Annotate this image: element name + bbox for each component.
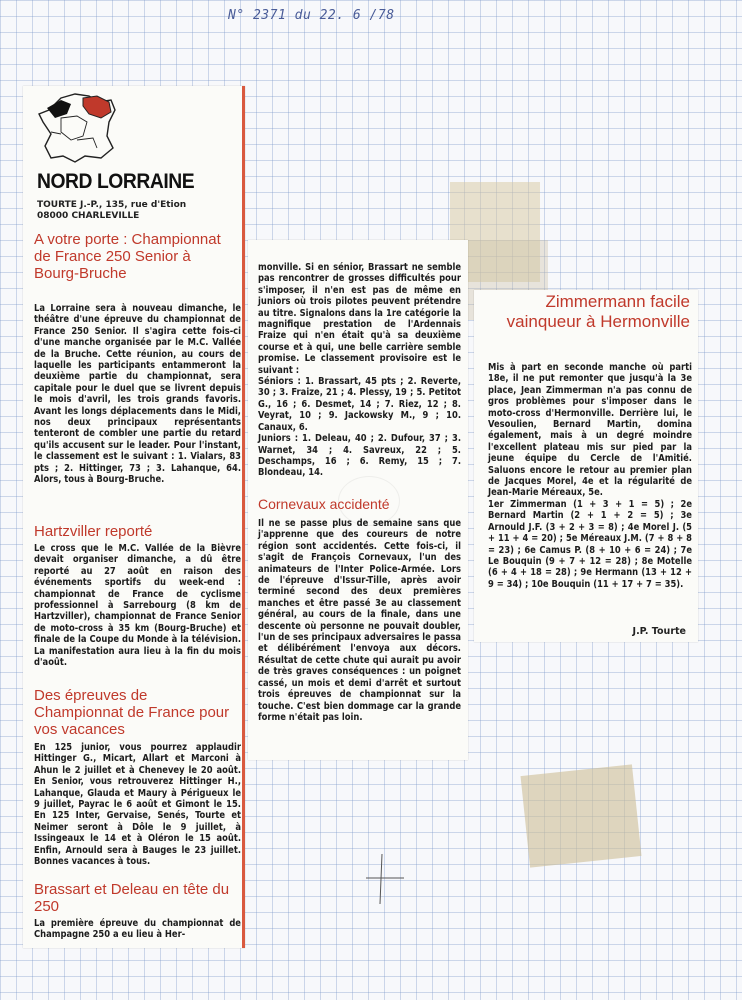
headline-bourg-bruche: A votre porte : Championnat de France 250 Senior à Bourg-Bruche [34,231,221,282]
address-line: TOURTE J.-P., 135, rue d'Etion [37,200,187,210]
article-body: Mis à part en seconde manche où parti 18e, il ne put remonter que jusqu'à la 3e place, Jean Zimmerman n'a pas connu de gros problèmes pour s'imposer dans le moto-cross d'Hermonville. Derrière lui, le Vesoulien, Bernard Martin, domina également, mais à un degré moindre l'excellent plateau mis sur pied par la jeune équipe du Cercle de l'Amitié. Saluons encore le retour au premier plan de Jacques Morel, 4e et la régularité de Jean-Marie Méreaux, 5e. [488,362,692,499]
column-rule [242,86,245,948]
correspondent-address [37,200,186,222]
headline-zimmermann: Zimmermann facile vainqueur à Hermonville [506,292,690,331]
standings-seniors: Séniors : 1. Brassart, 45 pts ; 2. Reverte, 30 ; 3. Fraize, 21 ; 4. Plessy, 19 ; 5. Petitot G., 16 ; 6. Desmet, 14 ; 7. Riez, 12 ; 8. Veyrat, 10 ; 9. Jackowsky M., 9 ; 10. Canaux, 6. [258,376,461,433]
section-logo: NORD LORRAINE [37,170,195,193]
handwritten-note: N° 2371 du 22. 6 /78 [228,8,395,23]
article-body: La première épreuve du championnat de Champagne 250 a eu lieu à Her- [34,918,241,941]
article-continuation [258,262,461,479]
pencil-mark [360,848,408,908]
article-body: La Lorraine sera à nouveau dimanche, le théâtre d'une épreuve du championnat de France 250 Senior. Il s'agira cette fois-ci d'une manche organisée par le M.C. Vallée de la Bruche. Cette réunion, au cours de laquelle les participants entammeront la deuxième partie du championnat, sera capitale pour le duel que se livrent depuis le mois d'avril, les trois grands favoris. Avant les longs déplacements dans le Midi, nos deux principaux représentants tenteront de combler une partie du retard qu'ils accusent sur le leader. Pour l'instant, le classement est le suivant : 1. Vialars, 83 pts ; 2. Hittinger, 73 ; 3. Lahanque, 64. Alors, tous à Bourg-Bruche. [34,303,241,486]
article-body: En 125 junior, vous pourrez applaudir Hittinger G., Micart, Allart et Marconi à Ahun le 2 juillet et à Chenevey le 20 août. En Senior, vous retrouverez Hittinger H., Lahanque, Glauda et Maury à Périgueux le 9 juillet, Payrac le 6 août et Gimont le 15. En 125 Inter, Gervaise, Senés, Tourte et Neimer seront à Dôle le 9 juillet, à Issingeaux le 14 et à Oléron le 15 août. Enfin, Arnould sera à Bauges le 23 juillet. Bonnes vacances à tous. [34,742,241,868]
headline-cornevaux: Cornevaux accidenté [258,496,390,512]
tape-mark [520,764,641,867]
clipping-nord-lorraine [23,86,245,948]
france-map-icon [37,92,119,164]
article-body: Le cross que le M.C. Vallée de la Bièvre devait organiser dimanche, a dû être reporté au 27 août en raison des événements sportifs du week-end : championnat de France de cyclisme professionnel à Sarrebourg (8 km de Hartzviller), championnat de France Senior de moto-cross à 35 km (Bourg-Bruche) et finale de la Coupe du Monde à la télévision. La manifestation aura lieu à la fin du mois d'août. [34,543,241,669]
standings-juniors: Juniors : 1. Deleau, 40 ; 2. Dufour, 37 ; 3. Warnet, 34 ; 4. Savreux, 22 ; 5. Deschamps, 16 ; 6. Remy, 15 ; 7. Blondeau, 14. [258,433,461,479]
clipping-continuation [248,240,468,760]
article-text [488,362,692,590]
headline-brassart-deleau: Brassart et Deleau en tête du 250 [34,881,230,915]
headline-hartzviller: Hartzviller reporté [34,523,153,540]
author-signature: J.P. Tourte [632,626,686,637]
address-line: 08000 CHARLEVILLE [37,211,140,221]
article-body: monville. Si en sénior, Brassart ne semble pas rencontrer de grosses difficultés pour s'imposer, il n'en est pas de même en juniors où trois pilotes peuvent prétendre au titre. Signalons dans la 1re catégorie la magnifique prestation de l'Ardennais Fraize qui n'en était qu'à sa deuxième course et à qui, une belle carrière semble promise. Le classement provisoire est le suivant : [258,262,461,376]
race-results: 1er Zimmerman (1 + 3 + 1 = 5) ; 2e Bernard Martin (2 + 1 + 2 = 5) ; 3e Arnould J.F. (3 + 2 + 3 = 8) ; 4e Morel J. (5 + 11 + 4 = 20) ; 5e Méreaux J.M. (7 + 8 + 8 = 23) ; 6e Camus P. (8 + 10 + 6 = 24) ; 7e Le Bouquin (9 + 7 + 12 = 28) ; 8e Motelle (6 + 4 + 18 = 28) ; 9e Hermann (13 + 12 + 9 = 34) ; 10e Bouquin (11 + 17 + 7 = 35). [488,498,692,590]
clipping-hermonville [474,290,698,642]
headline-vacances: Des épreuves de Championnat de France pour vos vacances [34,687,230,738]
article-body: Il ne se passe plus de semaine sans que j'apprenne que des coureurs de notre région sont accidentés. Cette fois-ci, il s'agit de François Cornevaux, l'un des animateurs de l'Inter Police-Armée. Lors de l'épreuve d'Issur-Tille, après avoir terminé second des deux premières manches et être passé 3e au classement général, au cours de la finale, dans une descente où personne ne pouvait doubler, l'un de ses principaux adversaires le passa et délibérément l'envoya aux décors. Résultat de cette chute qui aurait pu avoir de très graves conséquences : un poignet cassé, un mois et demi d'arrêt et surtout trois épreuves de championnat sur la touche. C'est bien dommage car la grande forme n'était pas loin. [258,518,461,723]
